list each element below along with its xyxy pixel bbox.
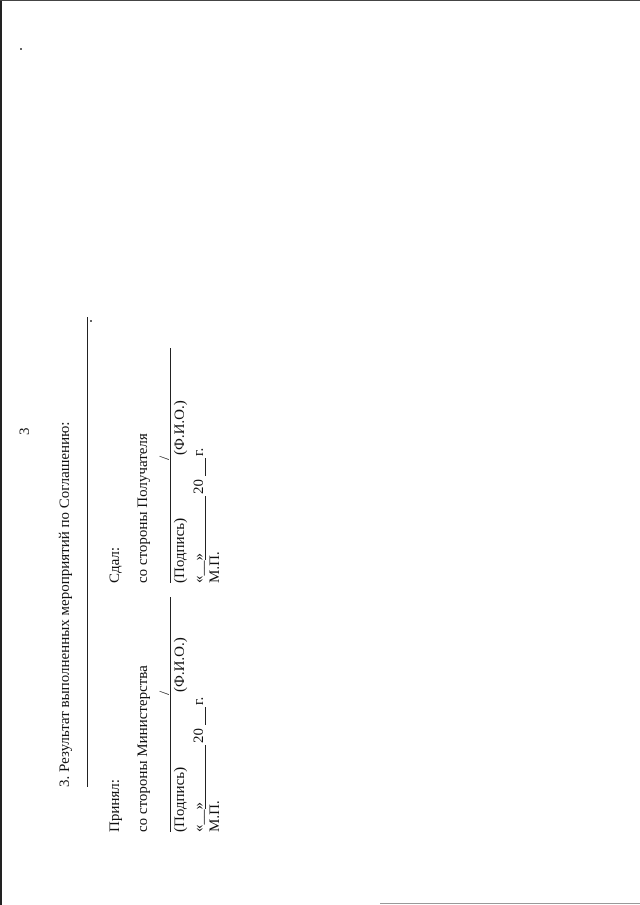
handed-year-line	[205, 458, 206, 476]
handed-fio-caption: (Ф.И.О.)	[172, 400, 188, 455]
accepted-signature-line	[170, 597, 171, 832]
handed-date-month-line	[205, 496, 206, 560]
handed-year-prefix: 20	[191, 479, 207, 494]
handed-date-open: «__»	[191, 553, 207, 583]
accepted-date-month-line	[205, 745, 206, 809]
result-blank-line	[87, 317, 88, 787]
handed-side: со стороны Получателя	[135, 433, 151, 583]
accepted-fio-caption: (Ф.И.О.)	[172, 637, 188, 692]
accepted-stamp: М.П.	[207, 800, 223, 832]
page-number: 3	[17, 427, 33, 435]
section-heading: 3. Результат выполненных мероприятий по Соглашению:	[57, 421, 73, 787]
handed-signature-caption: (Подпись)	[172, 517, 188, 583]
handed-year-suffix: г.	[191, 447, 207, 456]
accepted-year-prefix: 20	[191, 728, 207, 743]
handed-slash: /	[157, 455, 173, 460]
accepted-side: со стороны Министерства	[135, 665, 151, 832]
handed-label: Сдал:	[107, 546, 123, 583]
handed-signature-line	[170, 348, 171, 583]
accepted-year-line	[205, 707, 206, 725]
accepted-signature-caption: (Подпись)	[172, 766, 188, 832]
accepted-year-suffix: г.	[191, 696, 207, 705]
accepted-label: Принял:	[107, 779, 123, 832]
handed-stamp: М.П.	[207, 551, 223, 583]
accepted-slash: /	[157, 690, 173, 695]
accepted-date-open: «__»	[191, 802, 207, 832]
